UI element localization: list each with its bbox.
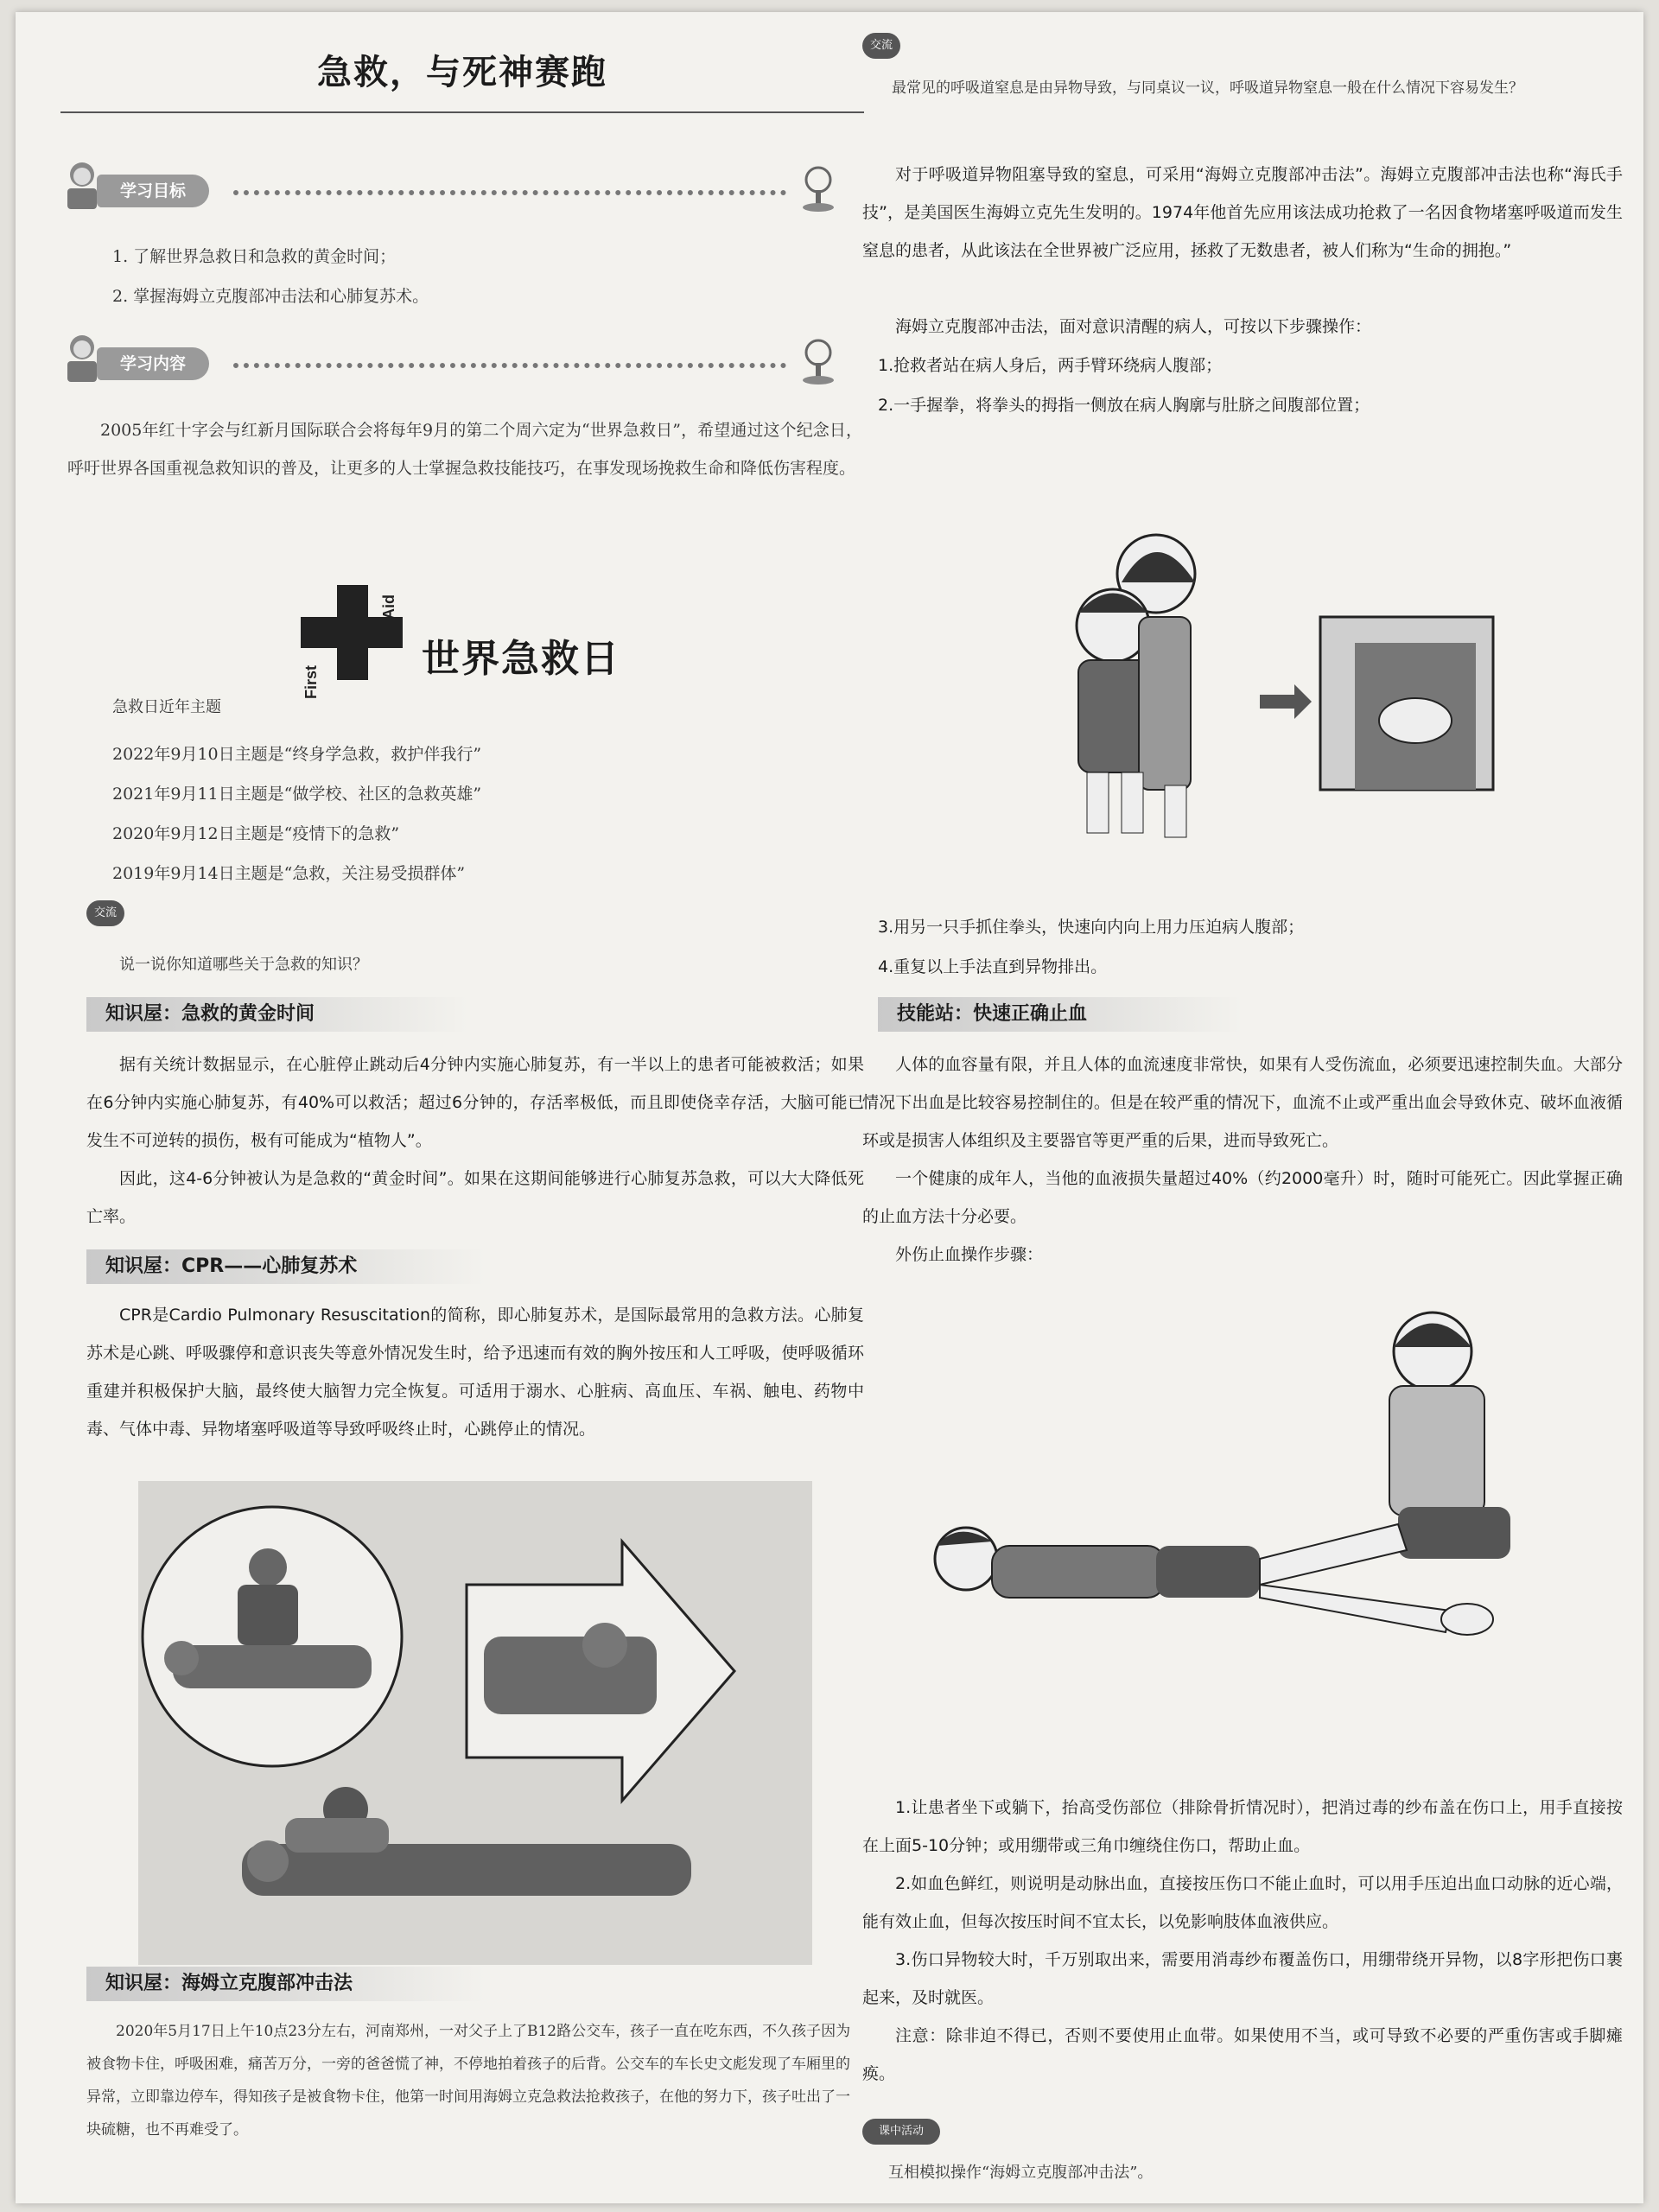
bleeding-control-illustration <box>914 1300 1588 1706</box>
theme-item: 2022年9月10日主题是“终身学急救，救护伴我行” <box>112 745 482 764</box>
bleeding-paragraph-2: 一个健康的成年人，当他的血液损失量超过40%（约2000毫升）时，随时可能死亡。因此掌握正确的止血方法十分必要。 <box>862 1169 1623 1226</box>
themes-heading: 急救日近年主题 <box>112 698 221 716</box>
cpr-paragraph: CPR是Cardio Pulmonary Resuscitation的简称，即心肺复苏术，是国际最常用的急救方法。心肺复苏术是心跳、呼吸骤停和意识丧失等意外情况发生时，给予迅速而有效的胸外按压和人工呼吸，使呼吸循环重建并积极保护大脑，最终使大脑智力完全恢复。可适用于溺水、心脏病、高血压、车祸、触电、药物中毒、气体中毒、异物堵塞呼吸道等导致呼吸终止时，心跳停止的情况。 <box>86 1306 864 1439</box>
discuss-question: 最常见的呼吸道窒息是由异物导致，与同桌议一议，呼吸道异物窒息一般在什么情况下容易发生？ <box>892 79 1523 97</box>
heimlich-intro-paragraph: 对于呼吸道异物阻塞导致的窒息，可采用“海姆立克腹部冲击法”。海姆立克腹部冲击法也称“海氏手技”，是美国医生海姆立克先生发明的。1974年他首先应用该法成功抢救了一名因食物堵塞呼吸道而发生窒息的患者，从此该法在全世界被广泛应用，拯救了无数患者，被人们称为“生命的拥抱。” <box>862 165 1623 260</box>
golden-time-heading: 知识屋：急救的黄金时间 <box>86 997 468 1032</box>
bleeding-heading: 技能站：快速正确止血 <box>878 997 1243 1032</box>
plant-icon <box>797 164 840 213</box>
content-banner <box>60 332 864 392</box>
right-column <box>862 12 1640 2203</box>
heimlich-step-3: 3.用另一只手抓住拳头，快速向内向上用力压迫病人腹部； <box>878 918 1305 937</box>
theme-item: 2020年9月12日主题是“疫情下的急救” <box>112 824 400 843</box>
page-title: 急救，与死神赛跑 <box>317 52 607 92</box>
theme-item: 2021年9月11日主题是“做学校、社区的急救英雄” <box>112 785 482 804</box>
theme-item: 2019年9月14日主题是“急救，关注易受损群体” <box>112 864 466 883</box>
bleeding-note: 注意：除非迫不得已，否则不要使用止血带。如果使用不当，或可导致不必要的严重伤害或手脚瘫痪。 <box>862 2026 1623 2083</box>
title-divider <box>60 111 864 113</box>
heimlich-illustration <box>1035 522 1519 850</box>
discuss-badge: 交流 <box>86 900 124 926</box>
first-aid-cross-icon <box>301 578 422 708</box>
cpr-illustration <box>138 1481 812 1965</box>
cpr-heading: 知识屋：CPR——心肺复苏术 <box>86 1249 486 1284</box>
plant-icon <box>797 337 840 385</box>
worksheet-page <box>16 12 1643 2203</box>
activity-text: 互相模拟操作“海姆立克腹部冲击法”。 <box>888 2164 1154 2182</box>
logo-caption: 世界急救日 <box>422 637 620 681</box>
heimlich-steps-intro: 海姆立克腹部冲击法，面对意识清醒的病人，可按以下步骤操作： <box>895 317 1372 336</box>
heimlich-story: 2020年5月17日上午10点23分左右，河南郑州，一对父子上了B12路公交车，孩子一直在吃东西，不久孩子因为被食物卡住，呼吸困难，痛苦万分，一旁的爸爸慌了神，不停地拍着孩子的后背。公交车的车长史文彪发现了车厢里的异常，立即靠边停车，得知孩子是被食物卡住，他第一时间用海姆立克急救法抢救孩子，在他的努力下，孩子吐出了一块硫糖，也不再难受了。 <box>86 2023 851 2139</box>
dotted-line <box>233 363 786 368</box>
heimlich-heading: 知识屋：海姆立克腹部冲击法 <box>86 1967 486 2001</box>
bleeding-steps-intro: 外伤止血操作步骤： <box>895 1245 1044 1264</box>
objective-1: 1. 了解世界急救日和急救的黄金时间； <box>112 247 397 266</box>
activity-badge: 课中活动 <box>862 2119 940 2145</box>
objective-2: 2. 掌握海姆立克腹部冲击法和心肺复苏术。 <box>112 287 429 306</box>
content-label: 学习内容 <box>97 347 209 380</box>
dotted-line <box>233 190 786 195</box>
bleeding-step-3: 3.伤口异物较大时，千万别取出来，需要用消毒纱布覆盖伤口，用绷带绕开异物，以8字形把伤口裹起来，及时就医。 <box>862 1950 1623 2007</box>
objectives-banner <box>60 159 864 219</box>
svg-text:First: First <box>302 664 320 699</box>
intro-paragraph: 2005年红十字会与红新月国际联合会将每年9月的第二个周六定为“世界急救日”，希望通过这个纪念日，呼吁世界各国重视急救知识的普及，让更多的人士掌握急救技能技巧，在事发现场挽救生命和降低伤害程度。 <box>67 421 862 478</box>
golden-time-paragraph-1: 据有关统计数据显示，在心脏停止跳动后4分钟内实施心肺复苏，有一半以上的患者可能被救活；如果在6分钟内实施心肺复苏，有40%可以救活；超过6分钟的，存活率极低，而且即使侥幸存活，大脑可能已发生不可逆转的损伤，极有可能成为“植物人”。 <box>86 1055 864 1150</box>
svg-text:Aid: Aid <box>380 594 397 620</box>
bleeding-step-2: 2.如血色鲜红，则说明是动脉出血，直接按压伤口不能止血时，可以用手压迫出血口动脉的近心端，能有效止血，但每次按压时间不宜太长，以免影响肢体血液供应。 <box>862 1874 1623 1931</box>
heimlich-step-2: 2.一手握拳，将拳头的拇指一侧放在病人胸廓与肚脐之间腹部位置； <box>878 396 1370 415</box>
bleeding-paragraph-1: 人体的血容量有限，并且人体的血流速度非常快，如果有人受伤流血，必须要迅速控制失血。大部分情况下出血是比较容易控制住的。但是在较严重的情况下，血流不止或严重出血会导致休克、破坏血液循环或是损害人体组织及主要器官等更严重的后果，进而导致死亡。 <box>862 1055 1623 1150</box>
bleeding-step-1: 1.让患者坐下或躺下，抬高受伤部位（排除骨折情况时），把消过毒的纱布盖在伤口上，用手直接按在上面5-10分钟；或用绷带或三角巾缠绕住伤口，帮助止血。 <box>862 1798 1623 1855</box>
discuss-badge: 交流 <box>862 33 900 59</box>
heimlich-step-4: 4.重复以上手法直到异物排出。 <box>878 957 1108 976</box>
objectives-label: 学习目标 <box>97 175 209 207</box>
left-column <box>60 12 864 2203</box>
discuss-question: 说一说你知道哪些关于急救的知识？ <box>119 956 368 974</box>
golden-time-paragraph-2: 因此，这4-6分钟被认为是急救的“黄金时间”。如果在这期间能够进行心肺复苏急救，可以大大降低死亡率。 <box>86 1169 864 1226</box>
heimlich-step-1: 1.抢救者站在病人身后，两手臂环绕病人腹部； <box>878 356 1223 375</box>
